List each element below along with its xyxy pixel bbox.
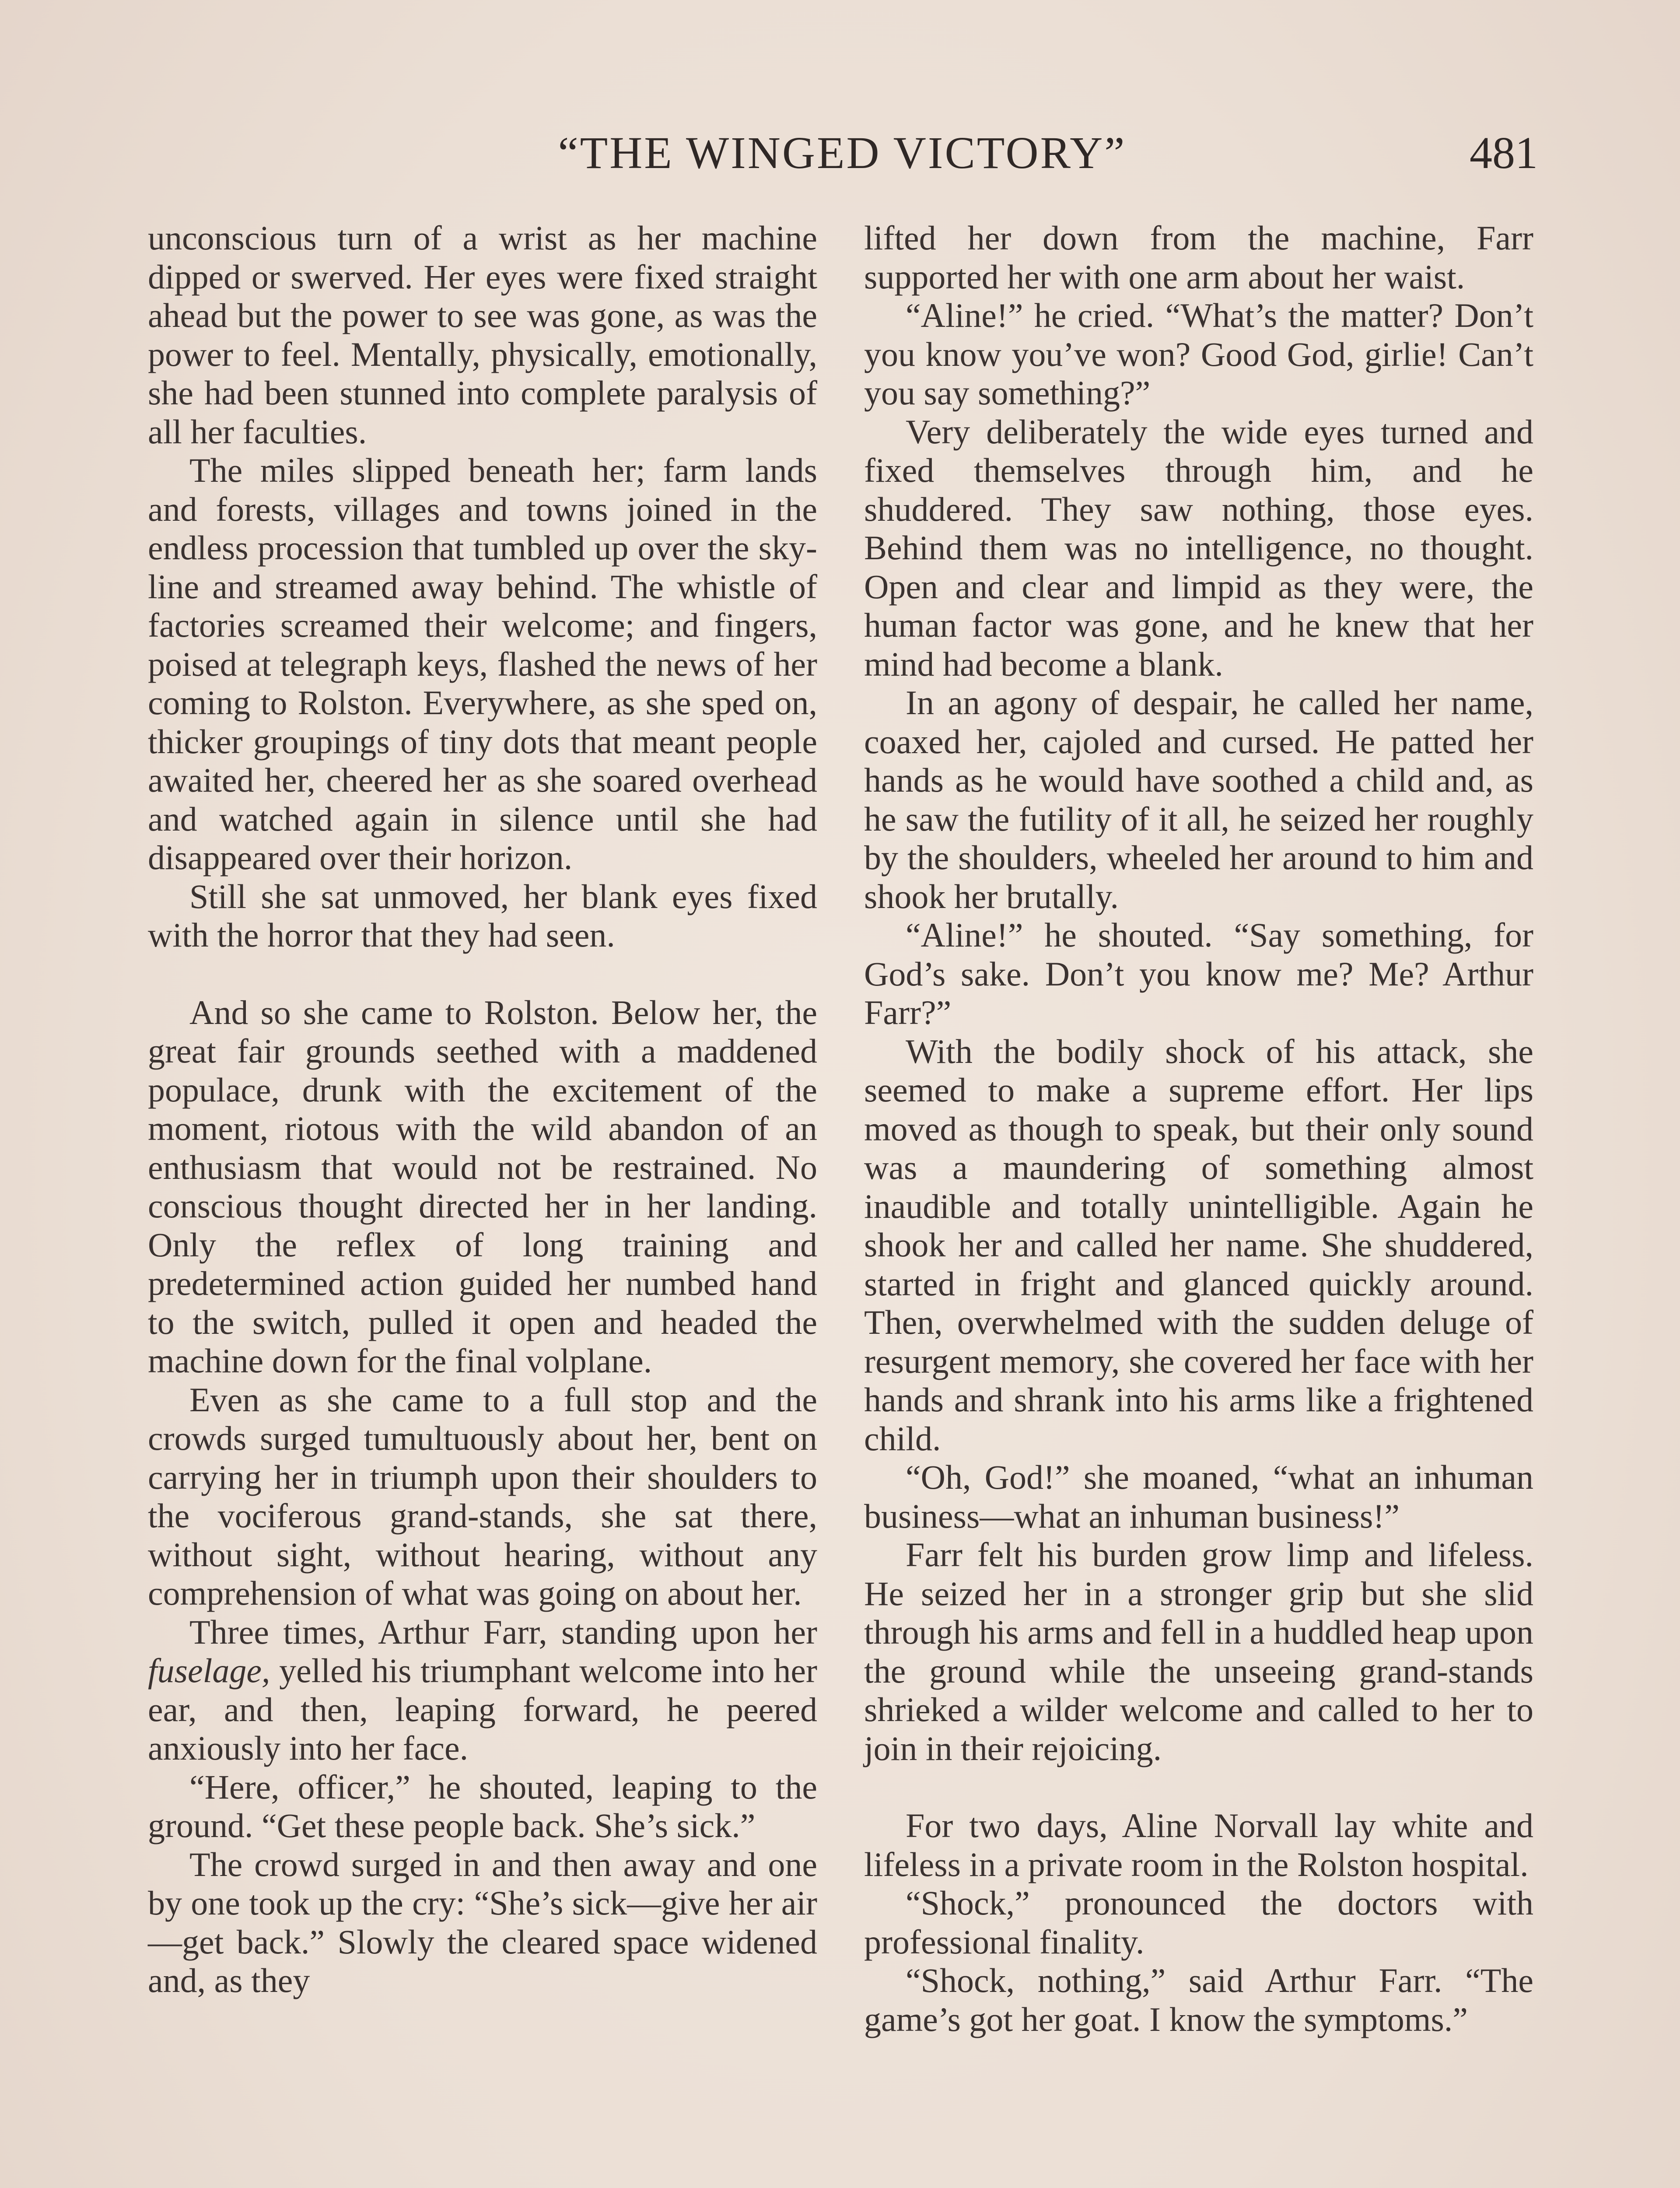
paragraph: Even as she came to a full stop and the crowds surged tumultuously about her, bent on carrying her in triumph upon their shoulders to the vociferous grand-stands, she sat there, without sight, without hearing, without any comprehension of what was going on about her.: [148, 1380, 817, 1612]
paragraph-text: Three times, Arthur Farr, standing upon her: [189, 1613, 817, 1651]
paragraph: Still she sat unmoved, her blank eyes fixed with the horror that they had seen.: [148, 877, 817, 954]
paragraph: The miles slipped beneath her; farm lands and forests, villages and towns joined in the endless procession that tumbled up over the sky-line and streamed away behind. The whistle of factories screamed their welcome; and fingers, poised at telegraph keys, flashed the news of her coming to Rolston. Everywhere, as she sped on, thicker groupings of tiny dots that meant people awaited her, cheered her as she soared overhead and watched again in silence until she had disappeared over their horizon.: [148, 451, 817, 877]
section-break-paragraph: For two days, Aline Norvall lay white and lifeless in a private room in the Rolston hospital.: [864, 1806, 1533, 1883]
paragraph: “Oh, God!” she moaned, “what an inhuman business—what an inhuman business!”: [864, 1458, 1533, 1535]
paragraph: [148, 1613, 817, 1768]
paragraph: Farr felt his burden grow limp and lifeless. He seized her in a stronger grip but she slid through his arms and fell in a huddled heap upon the ground while the unseeing grand-stands shrieked a wilder welcome and called to her to join in their rejoicing.: [864, 1536, 1533, 1767]
paragraph: lifted her down from the machine, Farr supported her with one arm about her waist.: [864, 219, 1533, 296]
running-title: “THE WINGED VICTORY”: [558, 128, 1127, 178]
paragraph: With the bodily shock of his attack, she seemed to make a supreme effort. Her lips moved as though to speak, but their only sound was a maundering of something almost inaudible and totally unintelligible. Again he shook her and called her name. She shuddered, started in fright and glanced quickly around. Then, overwhelmed with the sudden deluge of resurgent memory, she covered her face with her hands and shrank into his arms like a frightened child.: [864, 1032, 1533, 1458]
page-header: [147, 127, 1538, 188]
paragraph: The crowd surged in and then away and one by one took up the cry: “She’s sick—give her air—get back.” Slowly the cleared space widened and, as they: [148, 1845, 817, 1999]
section-break-paragraph: And so she came to Rolston. Below her, the great fair grounds seethed with a maddened populace, drunk with the excitement of the moment, riotous with the wild abandon of an enthusiasm that would not be restrained. No conscious thought directed her in her landing. Only the reflex of long training and predetermined action guided her numbed hand to the switch, pulled it open and headed the machine down for the final volplane.: [148, 993, 817, 1380]
paragraph: “Here, officer,” he shouted, leaping to the ground. “Get these people back. She’s sick.”: [148, 1767, 817, 1844]
italic-word: fuselage,: [148, 1652, 270, 1690]
paragraph: In an agony of despair, he called her name, coaxed her, cajoled and cursed. He patted her hands as he would have soothed a child and, as he saw the futility of it all, he seized her roughly by the shoulders, wheeled her around to him and shook her brutally.: [864, 684, 1533, 915]
paragraph: “Aline!” he shouted. “Say something, for God’s sake. Don’t you know me? Me? Arthur Farr?”: [864, 916, 1533, 1031]
paragraph: “Shock,” pronounced the doctors with professional finality.: [864, 1884, 1533, 1961]
paragraph: unconscious turn of a wrist as her machine dipped or swerved. Her eyes were fixed straight ahead but the power to see was gone, as was the power to feel. Mentally, physically, emotionally, she had been stunned into complete paralysis of all her faculties.: [148, 219, 817, 451]
paragraph: “Aline!” he cried. “What’s the matter? Don’t you know you’ve won? Good God, girlie! Can’t you say something?”: [864, 296, 1533, 412]
page-number: 481: [1470, 128, 1538, 178]
right-text-column: [864, 219, 1533, 2039]
paragraph: “Shock, nothing,” said Arthur Farr. “The game’s got her goat. I know the symptoms.”: [864, 1961, 1533, 2038]
paragraph-text: yelled his triumphant welcome into her ear, and then, leaping forward, he peered anxiously into her face.: [148, 1652, 817, 1767]
paragraph: Very deliberately the wide eyes turned and fixed themselves through him, and he shuddered. They saw nothing, those eyes. Behind them was no intelligence, no thought. Open and clear and limpid as they were, the human factor was gone, and he knew that her mind had become a blank.: [864, 412, 1533, 683]
left-text-column: [148, 219, 817, 2000]
